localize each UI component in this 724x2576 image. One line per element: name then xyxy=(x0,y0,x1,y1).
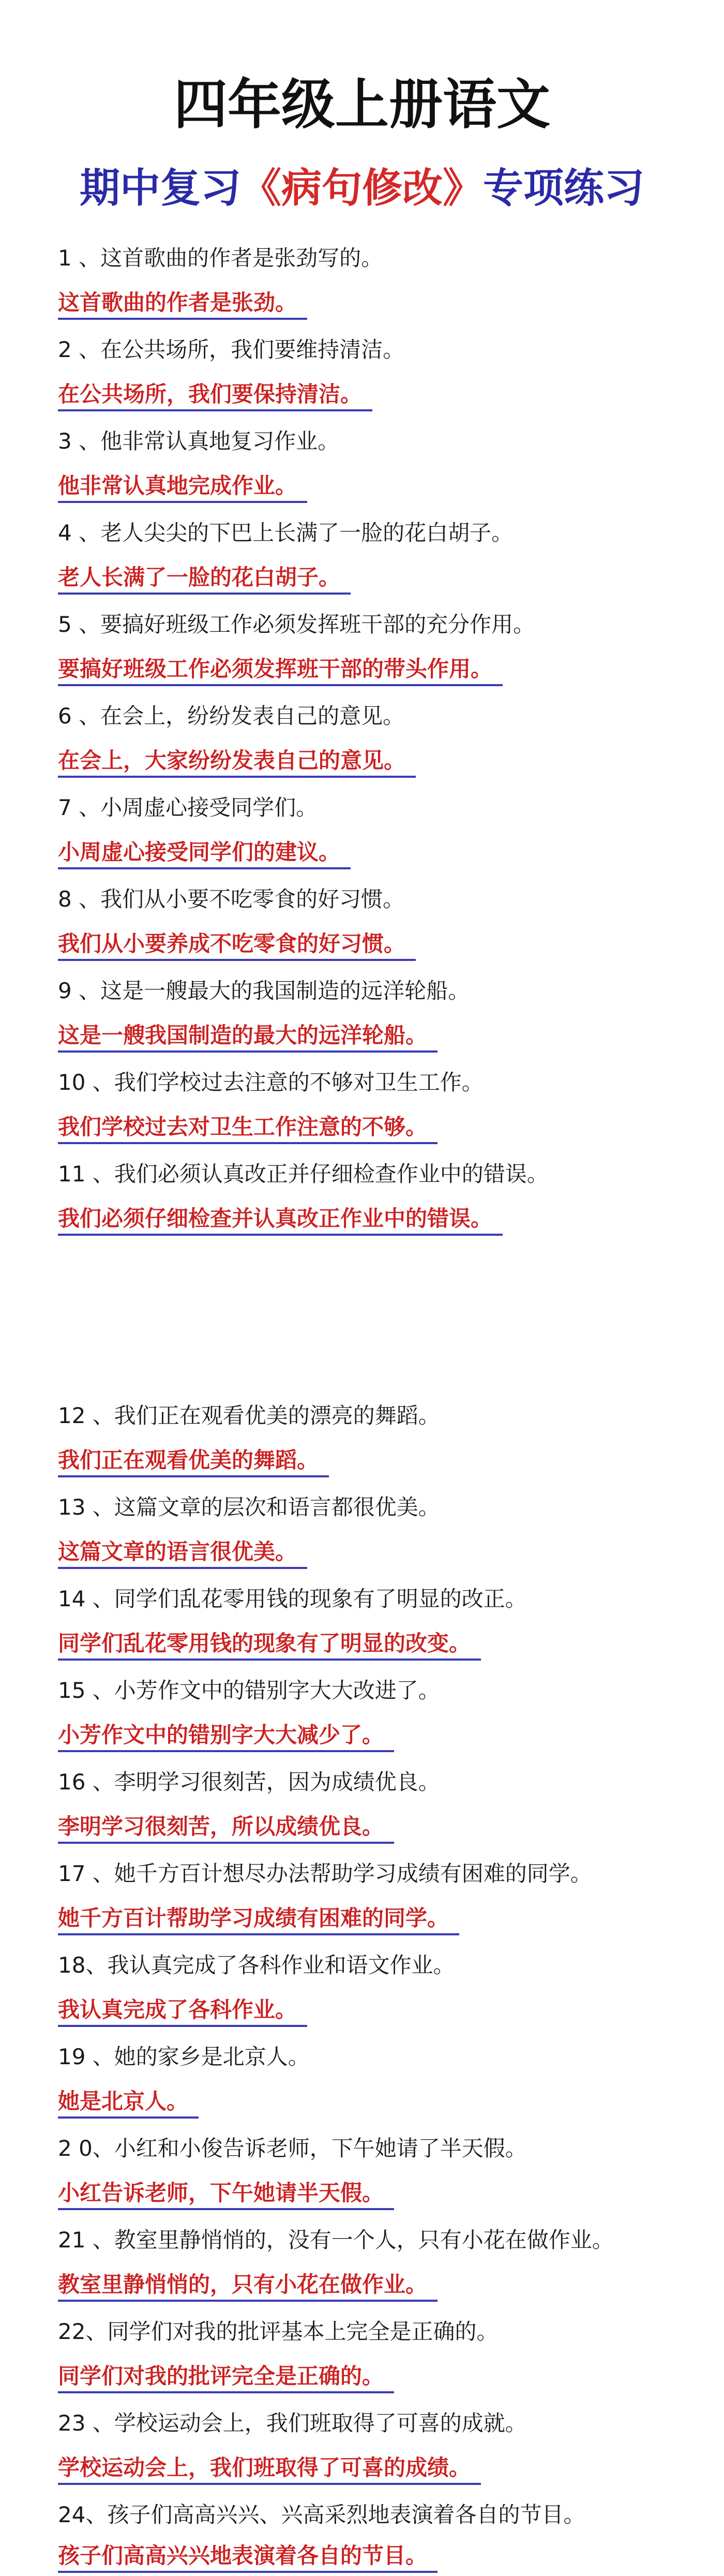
answer-20: 小红告诉老师，下午她请半天假。 xyxy=(58,2182,394,2210)
page-title: 四年级上册语文 xyxy=(173,73,550,136)
answer-17: 她千方百计帮助学习成绩有困难的同学。 xyxy=(58,1907,459,1935)
question-14: 14 、同学们乱花零用钱的现象有了明显的改正。 xyxy=(58,1586,527,1611)
question-9: 9 、这是一艘最大的我国制造的远洋轮船。 xyxy=(58,978,470,1003)
subtitle-part-3: 专项练习 xyxy=(483,165,645,212)
answer-13: 这篇文章的语言很优美。 xyxy=(58,1541,307,1569)
question-21: 21 、教室里静悄悄的，没有一个人，只有小花在做作业。 xyxy=(58,2227,614,2253)
answer-5: 要搞好班级工作必须发挥班干部的带头作用。 xyxy=(58,658,503,686)
question-10: 10 、我们学校过去注意的不够对卫生工作。 xyxy=(58,1070,484,1095)
question-6: 6 、在会上，纷纷发表自己的意见。 xyxy=(58,703,405,729)
answer-9: 这是一艘我国制造的最大的远洋轮船。 xyxy=(58,1025,438,1053)
answer-15: 小芳作文中的错别字大大减少了。 xyxy=(58,1724,394,1752)
question-22: 22、同学们对我的批评基本上完全是正确的。 xyxy=(58,2319,499,2344)
answer-3: 他非常认真地完成作业。 xyxy=(58,475,307,503)
question-1: 1 、这首歌曲的作者是张劲写的。 xyxy=(58,245,383,271)
answer-4: 老人长满了一脸的花白胡子。 xyxy=(58,567,351,595)
answer-18: 我认真完成了各科作业。 xyxy=(58,1999,307,2027)
answer-7: 小周虚心接受同学们的建议。 xyxy=(58,841,351,869)
question-24: 24、孩子们高高兴兴、兴高采烈地表演着各自的节目。 xyxy=(58,2502,585,2527)
question-17: 17 、她千方百计想尽办法帮助学习成绩有困难的同学。 xyxy=(58,1861,592,1886)
answer-6: 在会上，大家纷纷发表自己的意见。 xyxy=(58,750,416,778)
question-3: 3 、他非常认真地复习作业。 xyxy=(58,428,340,454)
answer-22: 同学们对我的批评完全是正确的。 xyxy=(58,2365,394,2393)
question-2: 2 、在公共场所，我们要维持清洁。 xyxy=(58,337,405,362)
question-23: 23 、学校运动会上，我们班取得了可喜的成就。 xyxy=(58,2410,527,2436)
question-19: 19 、她的家乡是北京人。 xyxy=(58,2044,310,2069)
question-12: 12 、我们正在观看优美的漂亮的舞蹈。 xyxy=(58,1403,440,1428)
answer-8: 我们从小要养成不吃零食的好习惯。 xyxy=(58,933,416,961)
answer-2: 在公共场所，我们要保持清洁。 xyxy=(58,383,372,411)
answer-16: 李明学习很刻苦，所以成绩优良。 xyxy=(58,1816,394,1844)
question-20: 2 0、小红和小俊告诉老师，下午她请了半天假。 xyxy=(58,2136,527,2161)
question-7: 7 、小周虚心接受同学们。 xyxy=(58,795,318,820)
question-15: 15 、小芳作文中的错别字大大改进了。 xyxy=(58,1678,440,1703)
answer-1: 这首歌曲的作者是张劲。 xyxy=(58,292,307,320)
subtitle-part-1: 期中复习 xyxy=(79,165,241,212)
subtitle-part-2: 《病句修改》 xyxy=(240,165,483,212)
answer-23: 学校运动会上，我们班取得了可喜的成绩。 xyxy=(58,2457,481,2485)
page-subtitle xyxy=(0,165,724,212)
answer-24: 孩子们高高兴兴地表演着各自的节目。 xyxy=(58,2545,438,2573)
answer-10: 我们学校过去对卫生工作注意的不够。 xyxy=(58,1116,438,1144)
question-5: 5 、要搞好班级工作必须发挥班干部的充分作用。 xyxy=(58,612,535,637)
question-13: 13 、这篇文章的层次和语言都很优美。 xyxy=(58,1494,440,1520)
question-8: 8 、我们从小要不吃零食的好习惯。 xyxy=(58,886,405,912)
question-4: 4 、老人尖尖的下巴上长满了一脸的花白胡子。 xyxy=(58,520,514,545)
answer-12: 我们正在观看优美的舞蹈。 xyxy=(58,1449,329,1477)
answer-14: 同学们乱花零用钱的现象有了明显的改变。 xyxy=(58,1633,481,1661)
question-11: 11 、我们必须认真改正并仔细检查作业中的错误。 xyxy=(58,1161,549,1187)
question-16: 16 、李明学习很刻苦，因为成绩优良。 xyxy=(58,1769,440,1795)
answer-19: 她是北京人。 xyxy=(58,2091,199,2119)
answer-11: 我们必须仔细检查并认真改正作业中的错误。 xyxy=(58,1208,503,1236)
answer-21: 教室里静悄悄的，只有小花在做作业。 xyxy=(58,2274,438,2302)
question-18: 18、我认真完成了各科作业和语文作业。 xyxy=(58,1952,455,1978)
